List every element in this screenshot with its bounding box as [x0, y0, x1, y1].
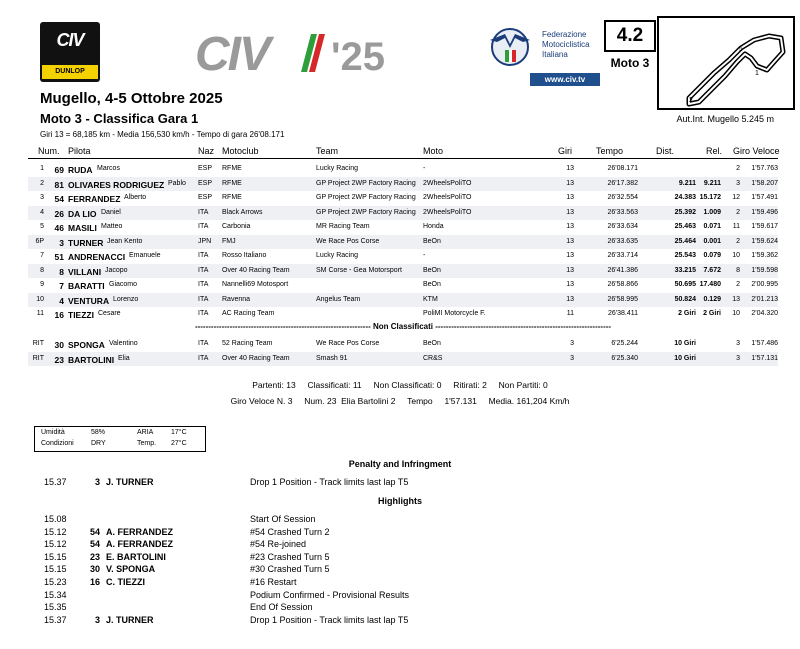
cell-club: FMJ — [222, 237, 236, 245]
event-rider: E. BARTOLINI — [106, 551, 166, 562]
cell-gap: 10 Giri — [674, 354, 696, 362]
cell-surname: MASILI — [68, 223, 97, 233]
cell-time: 26'32.554 — [607, 194, 638, 201]
cell-time: 26'38.411 — [607, 310, 638, 317]
cell-team: Angelus Team — [316, 295, 361, 303]
event-text: Drop 1 Position - Track limits last lap T5 — [250, 477, 409, 487]
cell-first-name: Cesare — [98, 310, 121, 317]
cell-surname: VILLANI — [68, 266, 102, 277]
cell-best: 1'59.624 — [751, 237, 778, 245]
event-time: 15.23 — [44, 577, 67, 587]
cell-team: MR Racing Team — [316, 223, 370, 230]
cell-laps: 13 — [566, 208, 574, 216]
cell-team: Lucky Racing — [316, 165, 359, 172]
circuit-info: Aut.Int. Mugello 5.245 m — [676, 114, 774, 124]
table-row — [28, 206, 778, 220]
results-header — [28, 146, 778, 159]
event-text: #54 Re-joined — [250, 539, 307, 550]
cell-first-name: Marcos — [97, 165, 120, 172]
cell-nat: ITA — [198, 340, 209, 347]
civ-year-text: '25 — [331, 35, 386, 76]
col-club: Motoclub — [222, 146, 259, 156]
cell-nat: ITA — [198, 208, 209, 216]
cell-pos: RIT — [32, 340, 44, 347]
cell-pos: 4 — [40, 208, 44, 216]
event-title: Mugello, 4-5 Ottobre 2025 — [40, 90, 223, 107]
corner-label: 1 — [755, 70, 759, 77]
cell-num: 7 — [59, 281, 64, 291]
cell-nat: ITA — [198, 354, 209, 362]
cell-best-lap: 3 — [736, 179, 740, 187]
cell-club: Black Arrows — [222, 208, 263, 216]
cell-time: 26'17.382 — [607, 179, 638, 187]
event-num: 30 — [89, 564, 100, 575]
table-row — [28, 177, 778, 191]
cell-surname: FERRANDEZ — [68, 194, 121, 204]
cell-rel: 15.172 — [699, 194, 721, 201]
cell-team: GP Project 2WP Factory Racing — [316, 194, 416, 201]
col-gap: Dist. — [656, 146, 674, 156]
cell-laps: 13 — [566, 179, 574, 187]
dunlop-badge: DUNLOP — [42, 65, 98, 79]
cell-team: GP Project 2WP Factory Racing — [316, 179, 416, 187]
cell-laps: 13 — [566, 223, 574, 230]
cell-first-name: Emanuele — [129, 252, 161, 259]
cell-best-lap: 13 — [732, 295, 740, 303]
event-rider: C. TIEZZI — [106, 577, 145, 587]
cell-first-name: Elia — [118, 354, 130, 362]
cell-rel: 0.079 — [703, 252, 721, 259]
session-title: Moto 3 - Classifica Gara 1 — [40, 111, 199, 126]
cell-club: 52 Racing Team — [222, 340, 273, 347]
col-rider: Pilota — [68, 146, 91, 156]
cell-pos: 7 — [40, 252, 44, 259]
cell-time: 26'08.171 — [607, 165, 638, 172]
cell-best-lap: 2 — [736, 237, 740, 245]
event-text: Podium Confirmed - Provisional Results — [250, 589, 410, 600]
event-rider: J. TURNER — [106, 477, 154, 487]
cell-surname: SPONGA — [68, 340, 105, 350]
cell-best-lap: 3 — [736, 354, 740, 362]
fastest-lap-info: Giro Veloce N. 3 Num. 23 Elia Bartolini 2 Tempo 1'57.131 Media. 161,204 Km/h — [230, 396, 570, 406]
cell-gap: 50.695 — [674, 281, 696, 288]
track-map — [657, 16, 795, 110]
cell-surname: VENTURA — [68, 295, 110, 306]
cell-bike: - — [423, 252, 426, 259]
event-time: 15.37 — [44, 477, 67, 487]
cell-best: 1'57.491 — [751, 194, 778, 201]
cell-rel: 2 Giri — [703, 310, 721, 317]
fmi-name-line: Federazione — [542, 30, 587, 39]
cell-time: 6'25.340 — [611, 354, 638, 362]
cell-rel: 0.129 — [703, 295, 721, 303]
cell-surname: BARATTI — [68, 281, 105, 291]
cell-gap: 25.464 — [674, 237, 696, 245]
cell-laps: 11 — [566, 310, 574, 317]
cell-first-name: Daniel — [101, 208, 121, 216]
civ-logo — [40, 22, 100, 82]
cell-best-lap: 12 — [732, 194, 740, 201]
cell-num: 69 — [54, 165, 64, 175]
event-text: #54 Crashed Turn 2 — [250, 526, 330, 537]
cell-best-lap: 2 — [736, 281, 740, 288]
col-num: Num. — [38, 146, 60, 156]
cell-laps: 13 — [566, 281, 574, 288]
race-info: Giri 13 = 68,185 km - Media 156,530 km/h - Tempo di gara 26'08.171 — [40, 130, 285, 139]
cell-nat: ESP — [198, 194, 213, 201]
weather-box — [34, 426, 206, 452]
event-num: 3 — [94, 614, 100, 625]
cell-pos: 10 — [36, 295, 44, 303]
cell-num: 4 — [59, 295, 64, 306]
race-stats: Partenti: 13 Classificati: 11 Non Classificati: 0 Ritirati: 2 Non Partiti: 0 — [252, 380, 548, 390]
air-value: 17°C — [171, 429, 187, 436]
humidity-value: 58% — [91, 429, 106, 436]
cell-time: 6'25.244 — [611, 340, 638, 347]
cell-pos: 1 — [40, 165, 44, 172]
table-row — [28, 191, 778, 205]
col-nat: Naz — [198, 146, 215, 156]
cell-club: RFME — [222, 194, 242, 201]
col-best: Giro Veloce — [733, 146, 780, 156]
cell-pos: 9 — [40, 281, 44, 288]
table-row — [28, 162, 778, 176]
cell-nat: ITA — [198, 310, 209, 317]
table-row — [28, 235, 778, 249]
cell-team: We Race Pos Corse — [316, 340, 380, 347]
col-rel: Rel. — [706, 146, 723, 156]
cell-first-name: Lorenzo — [113, 295, 139, 303]
col-bike: Moto — [423, 146, 444, 156]
table-row — [28, 278, 778, 292]
cell-surname: TURNER — [68, 237, 104, 248]
civ25-wordmark — [195, 28, 410, 76]
cell-bike: Honda — [423, 223, 444, 230]
event-text: Start Of Session — [250, 514, 316, 524]
cell-pos: 6P — [35, 237, 44, 245]
conditions-value: DRY — [91, 440, 106, 447]
cell-time: 26'33.635 — [607, 237, 638, 245]
cell-time: 26'41.386 — [607, 266, 638, 274]
cell-num: 16 — [54, 310, 64, 320]
cell-first-name: Jacopo — [105, 266, 128, 274]
cell-laps: 13 — [566, 165, 574, 172]
cell-gap: 25.543 — [674, 252, 696, 259]
cell-num: 3 — [59, 237, 64, 248]
cell-laps: 13 — [566, 295, 574, 303]
cell-best: 2'00.995 — [751, 281, 778, 288]
fmi-logo — [485, 22, 535, 72]
cell-nat: ITA — [198, 281, 209, 288]
cell-nat: ITA — [198, 223, 209, 230]
temp-value: 27°C — [171, 440, 187, 447]
cell-gap: 9.211 — [678, 179, 696, 187]
cell-time: 26'33.634 — [607, 223, 638, 230]
cell-laps: 13 — [566, 237, 574, 245]
fmi-name — [542, 30, 590, 60]
cell-bike: BeOn — [423, 281, 441, 288]
cell-best: 1'59.598 — [751, 266, 778, 274]
cell-bike: - — [423, 165, 426, 172]
cell-team: We Race Pos Corse — [316, 237, 380, 245]
cell-best: 2'01.213 — [751, 295, 778, 303]
cell-rel: 7.672 — [703, 266, 721, 274]
event-time: 15.12 — [44, 526, 67, 537]
event-text: End Of Session — [250, 602, 313, 613]
cell-best-lap: 8 — [736, 266, 740, 274]
table-row — [28, 337, 778, 351]
event-rider: J. TURNER — [106, 614, 154, 625]
cell-best: 1'57.486 — [751, 340, 778, 347]
cell-club: Over 40 Racing Team — [222, 266, 290, 274]
cell-bike: CR&S — [423, 354, 443, 362]
cell-pos: 11 — [36, 310, 44, 317]
corner-label: 5 — [739, 46, 743, 53]
event-num: 16 — [89, 577, 100, 587]
cell-rel: 0.071 — [703, 223, 721, 230]
cell-surname: DA LIO — [68, 208, 97, 219]
event-num: 3 — [94, 477, 100, 487]
table-row — [28, 307, 778, 321]
track-outline — [689, 36, 783, 104]
corner-label: 2 — [689, 97, 693, 104]
cell-laps: 3 — [570, 354, 574, 362]
not-classified-separator: ------------------------------------------------------------------ Non Classificati ------------------------------------------------------------------ — [194, 322, 612, 331]
cell-best: 2'04.320 — [751, 310, 778, 317]
cell-laps: 13 — [566, 252, 574, 259]
cell-club: Rosso Italiano — [222, 252, 267, 259]
cell-num: 54 — [54, 194, 64, 204]
cell-team: Lucky Racing — [316, 252, 359, 259]
table-row — [28, 293, 778, 307]
cell-best: 1'59.496 — [751, 208, 778, 216]
cell-best-lap: 2 — [736, 208, 740, 216]
cell-surname: BARTOLINI — [68, 354, 115, 365]
cell-gap: 24.383 — [674, 194, 696, 201]
cell-first-name: Giacomo — [109, 281, 138, 288]
cell-best: 1'59.617 — [751, 223, 778, 230]
highlights-title: Highlights — [378, 496, 422, 506]
event-time: 15.34 — [44, 589, 67, 600]
penalty-title: Penalty and Infringment — [348, 459, 452, 469]
table-row — [28, 249, 778, 263]
temp-label: Temp. — [137, 440, 157, 447]
col-team: Team — [316, 146, 339, 156]
event-rider: A. FERRANDEZ — [106, 539, 173, 550]
cell-rel: 0.001 — [703, 237, 721, 245]
cell-surname: RUDA — [68, 165, 93, 175]
cell-gap: 25.392 — [674, 208, 696, 216]
cell-bike: KTM — [423, 295, 438, 303]
cell-bike: BeOn — [423, 266, 441, 274]
cell-first-name: Alberto — [124, 194, 147, 201]
event-time: 15.08 — [44, 514, 67, 524]
cell-rel: 9.211 — [703, 179, 721, 187]
event-time: 15.15 — [44, 551, 67, 562]
section-number: 4.2 — [604, 20, 656, 52]
cell-best-lap: 3 — [736, 340, 740, 347]
cell-best: 1'57.131 — [751, 354, 778, 362]
cell-nat: JPN — [198, 237, 212, 245]
cell-nat: ESP — [198, 165, 213, 172]
cell-num: 30 — [54, 340, 64, 350]
cell-pos: 3 — [40, 194, 44, 201]
cell-nat: ESP — [198, 179, 213, 187]
col-time: Tempo — [596, 146, 624, 156]
cell-laps: 3 — [570, 340, 574, 347]
cell-surname: OLIVARES RODRIGUEZ — [68, 179, 165, 190]
event-time: 15.12 — [44, 539, 67, 550]
cell-num: 8 — [59, 266, 64, 277]
cell-team: SM Corse - Gea Motorsport — [316, 266, 402, 274]
event-num: 54 — [89, 539, 100, 550]
cell-gap: 2 Giri — [678, 310, 696, 317]
cell-bike: PoliMI Motorcycle F. — [423, 310, 486, 317]
event-rider: A. FERRANDEZ — [106, 526, 173, 537]
cell-nat: ITA — [198, 295, 209, 303]
cell-surname: ANDRENACCI — [68, 252, 126, 262]
fmi-name-line: Motociclistica — [542, 40, 590, 49]
cell-rel: 1.009 — [703, 208, 721, 216]
cell-first-name: Jean Kento — [107, 237, 143, 245]
cell-bike: BeOn — [423, 340, 441, 347]
cell-num: 81 — [54, 179, 64, 190]
humidity-label: Umidità — [41, 429, 65, 436]
cell-pos: 5 — [40, 223, 44, 230]
cell-num: 51 — [54, 252, 64, 262]
table-row — [28, 264, 778, 278]
cell-club: Over 40 Racing Team — [222, 354, 290, 362]
table-row — [28, 352, 778, 366]
event-rider: V. SPONGA — [106, 564, 156, 575]
event-num: 23 — [89, 551, 100, 562]
class-name: Moto 3 — [610, 56, 650, 70]
cell-pos: 2 — [40, 179, 44, 187]
cell-pos: RIT — [32, 354, 44, 362]
cell-bike: BeOn — [423, 237, 441, 245]
cell-bike: 2WheelsPoliTO — [423, 179, 472, 187]
cell-gap: 25.463 — [674, 223, 696, 230]
cell-num: 23 — [54, 354, 64, 365]
cell-num: 26 — [54, 208, 64, 219]
cell-bike: 2WheelsPoliTO — [423, 194, 472, 201]
event-time: 15.15 — [44, 564, 67, 575]
cell-num: 46 — [54, 223, 64, 233]
website-link[interactable]: www.civ.tv — [530, 73, 600, 86]
cell-rel: 17.480 — [699, 281, 721, 288]
cell-surname: TIEZZI — [68, 310, 94, 320]
cell-pos: 8 — [40, 266, 44, 274]
cell-club: Carbonia — [222, 223, 251, 230]
cell-gap: 10 Giri — [674, 340, 696, 347]
fmi-name-line: Italiana — [542, 50, 568, 59]
cell-gap: 50.824 — [674, 295, 696, 303]
cell-first-name: Pablo — [168, 179, 186, 187]
conditions-label: Condizioni — [41, 440, 74, 447]
cell-time: 26'58.995 — [607, 295, 638, 303]
cell-club: RFME — [222, 165, 242, 172]
air-label: ARIA — [137, 429, 154, 436]
civ-logo-text: CIV — [56, 30, 84, 50]
cell-club: RFME — [222, 179, 242, 187]
cell-best-lap: 10 — [732, 252, 740, 259]
event-num: 54 — [89, 526, 100, 537]
cell-best: 1'59.362 — [751, 252, 778, 259]
cell-time: 26'33.714 — [607, 252, 638, 259]
cell-time: 26'33.563 — [607, 208, 638, 216]
cell-club: Ravenna — [222, 295, 251, 303]
cell-nat: ITA — [198, 252, 209, 259]
cell-best-lap: 2 — [736, 165, 740, 172]
civ-wordmark-text: CIV — [195, 28, 270, 76]
event-text: #30 Crashed Turn 5 — [250, 564, 330, 575]
cell-laps: 13 — [566, 266, 574, 274]
cell-best-lap: 11 — [732, 223, 740, 230]
event-text: #16 Restart — [250, 577, 297, 587]
event-time: 15.37 — [44, 614, 67, 625]
cell-first-name: Valentino — [109, 340, 138, 347]
event-text: #23 Crashed Turn 5 — [250, 551, 330, 562]
cell-club: AC Racing Team — [222, 310, 275, 317]
cell-club: Nannelli69 Motosport — [222, 281, 289, 288]
table-row — [28, 220, 778, 234]
event-text: Drop 1 Position - Track limits last lap T5 — [250, 614, 409, 625]
cell-team: Smash 91 — [316, 354, 348, 362]
event-time: 15.35 — [44, 602, 67, 613]
cell-best: 1'57.763 — [751, 165, 778, 172]
cell-best-lap: 10 — [732, 310, 740, 317]
cell-best: 1'58.207 — [751, 179, 778, 187]
cell-gap: 33.215 — [674, 266, 696, 274]
cell-bike: 2WheelsPoliTO — [423, 208, 472, 216]
cell-time: 26'58.866 — [607, 281, 638, 288]
cell-laps: 13 — [566, 194, 574, 201]
cell-nat: ITA — [198, 266, 209, 274]
cell-first-name: Matteo — [101, 223, 123, 230]
col-laps: Giri — [558, 146, 572, 156]
cell-team: GP Project 2WP Factory Racing — [316, 208, 416, 216]
